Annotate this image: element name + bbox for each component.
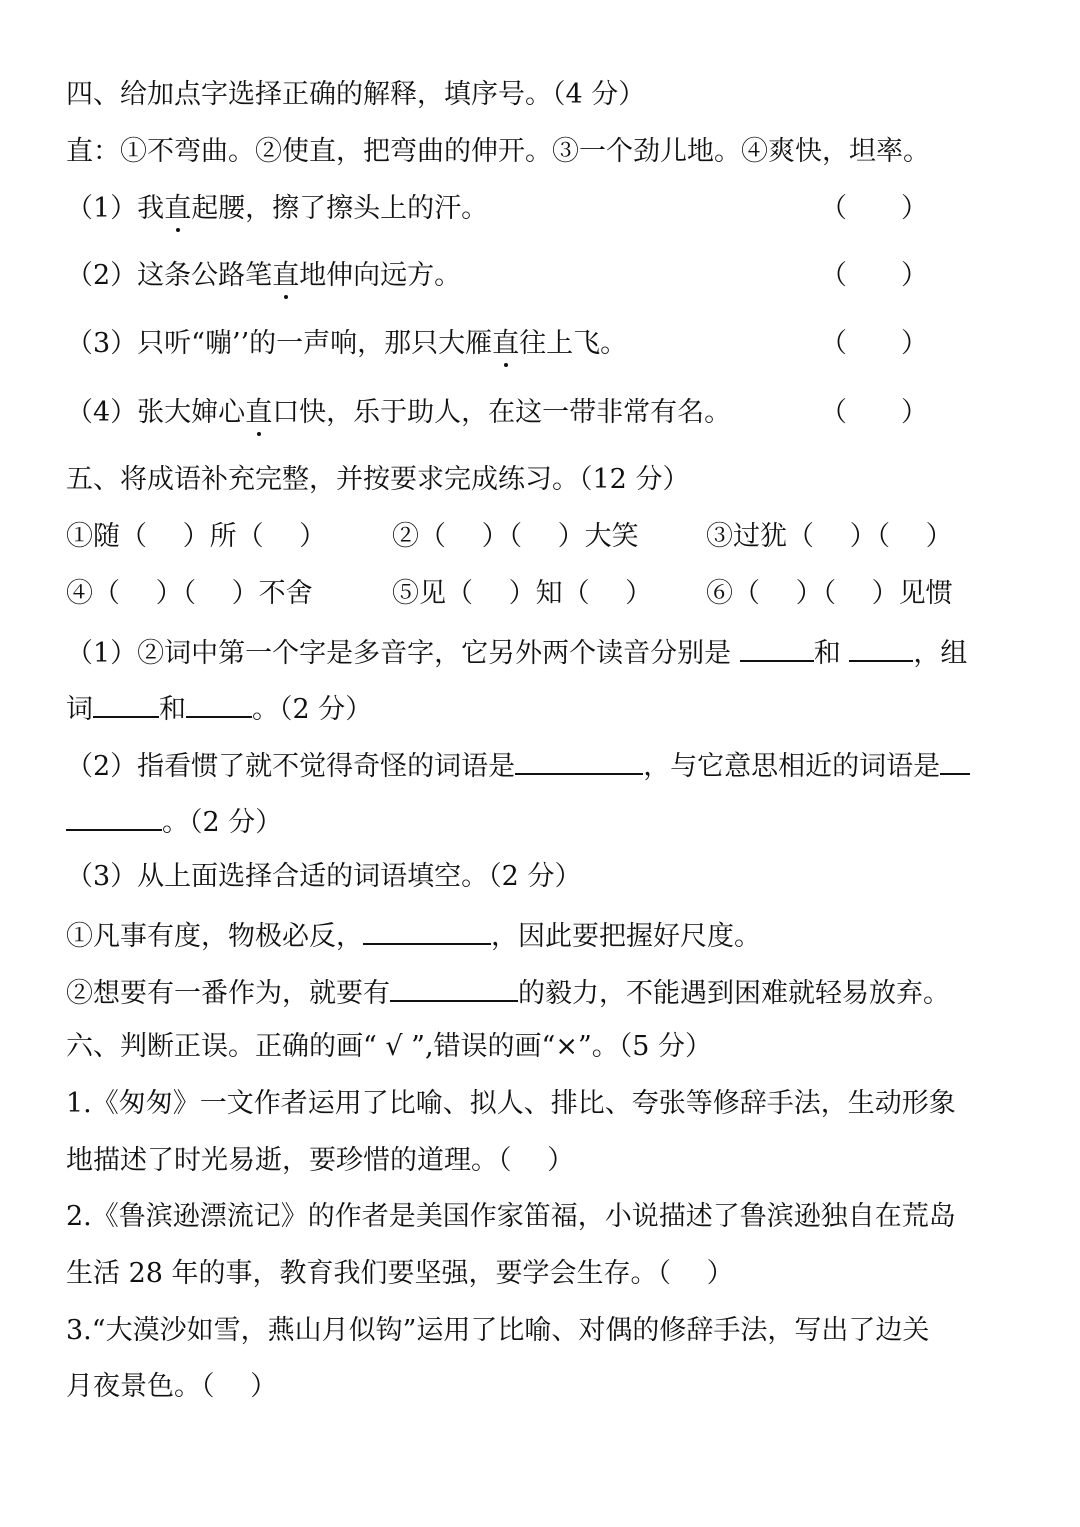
section6-item1-line2[interactable]: 地描述了时光易逝，要珍惜的道理。（ ） [66,1145,575,1176]
blank-fill-1[interactable] [363,917,491,945]
answer-paren-q2[interactable]: （ ） [820,260,928,291]
section4-q3: （3）只听“嘣’’的一声响，那只大雁直往上飞。 [66,328,628,359]
section6-item3-line1: 3.“大漠沙如雪，燕山月似钩”运用了比喻、对偶的修辞手法，写出了边关 [66,1315,930,1346]
answer-paren-q1[interactable]: （ ） [820,193,928,224]
blank-reading-2[interactable] [849,634,913,662]
blank-synonym-part2[interactable] [66,803,162,831]
section5-fill1: ①凡事有度，物极必反， ，因此要把握好尺度。 [66,917,761,951]
idiom-4[interactable]: ④（ ）（ ）不舍 [66,578,313,609]
dotted-char: 直 [272,260,300,291]
idiom-6[interactable]: ⑥（ ）（ ）见惯 [706,578,953,609]
blank-idiom-habit[interactable] [515,747,643,775]
idiom-1[interactable]: ①随（ ）所（ ） [66,521,327,552]
idiom-3[interactable]: ③过犹（ ）（ ） [706,521,953,552]
section6-item2-line1: 2.《鲁滨逊漂流记》的作者是美国作家笛福，小说描述了鲁滨逊独自在荒岛 [66,1201,956,1232]
dotted-char: 直 [164,193,192,224]
section4-q1: （1）我直起腰，擦了擦头上的汗。 [66,193,489,224]
section6-item2-line2[interactable]: 生活 28 年的事，教育我们要坚强，要学会生存。（ ） [66,1258,734,1289]
dotted-char: 直 [245,397,273,428]
blank-fill-2[interactable] [390,974,518,1002]
section6-title: 六、判断正误。正确的画“ √ ”,错误的画“×”。（5 分） [66,1031,713,1062]
section4-q2: （2）这条公路笔直地伸向远方。 [66,260,462,291]
blank-synonym-part1[interactable] [940,747,970,775]
section4-definitions: 直：①不弯曲。②使直，把弯曲的伸开。③一个劲儿地。④爽快，坦率。 [66,136,930,167]
answer-paren-q3[interactable]: （ ） [820,328,928,359]
section5-title: 五、将成语补充完整，并按要求完成练习。（12 分） [66,464,690,495]
section5-sub3: （3）从上面选择合适的词语填空。（2 分） [66,861,582,892]
blank-reading-1[interactable] [740,634,814,662]
section4-q4: （4）张大婶心直口快，乐于助人，在这一带非常有名。 [66,397,732,428]
dotted-char: 直 [492,328,520,359]
blank-word-2[interactable] [186,690,252,718]
idiom-2[interactable]: ②（ ）（ ）大笑 [392,521,639,552]
idiom-5[interactable]: ⑤见（ ）知（ ） [392,578,653,609]
section6-item3-line2[interactable]: 月夜景色。（ ） [66,1371,278,1402]
answer-paren-q4[interactable]: （ ） [820,397,928,428]
section4-title: 四、给加点字选择正确的解释，填序号。（4 分） [66,79,646,110]
section5-sub2-line1: （2）指看惯了就不觉得奇怪的词语是 ，与它意思相近的词语是 [66,747,970,781]
section6-item1-line1: 1.《匆匆》一文作者运用了比喻、拟人、排比、夸张等修辞手法，生动形象 [66,1088,956,1119]
section5-sub1-line2: 词 和 。（2 分） [66,690,372,724]
section5-fill2: ②想要有一番作为，就要有 的毅力，不能遇到困难就轻易放弃。 [66,974,950,1008]
section5-sub1-line1: （1）②词中第一个字是多音字，它另外两个读音分别是 和 ，组 [66,634,967,668]
blank-word-1[interactable] [93,690,159,718]
section5-sub2-line2: 。（2 分） [66,803,282,837]
